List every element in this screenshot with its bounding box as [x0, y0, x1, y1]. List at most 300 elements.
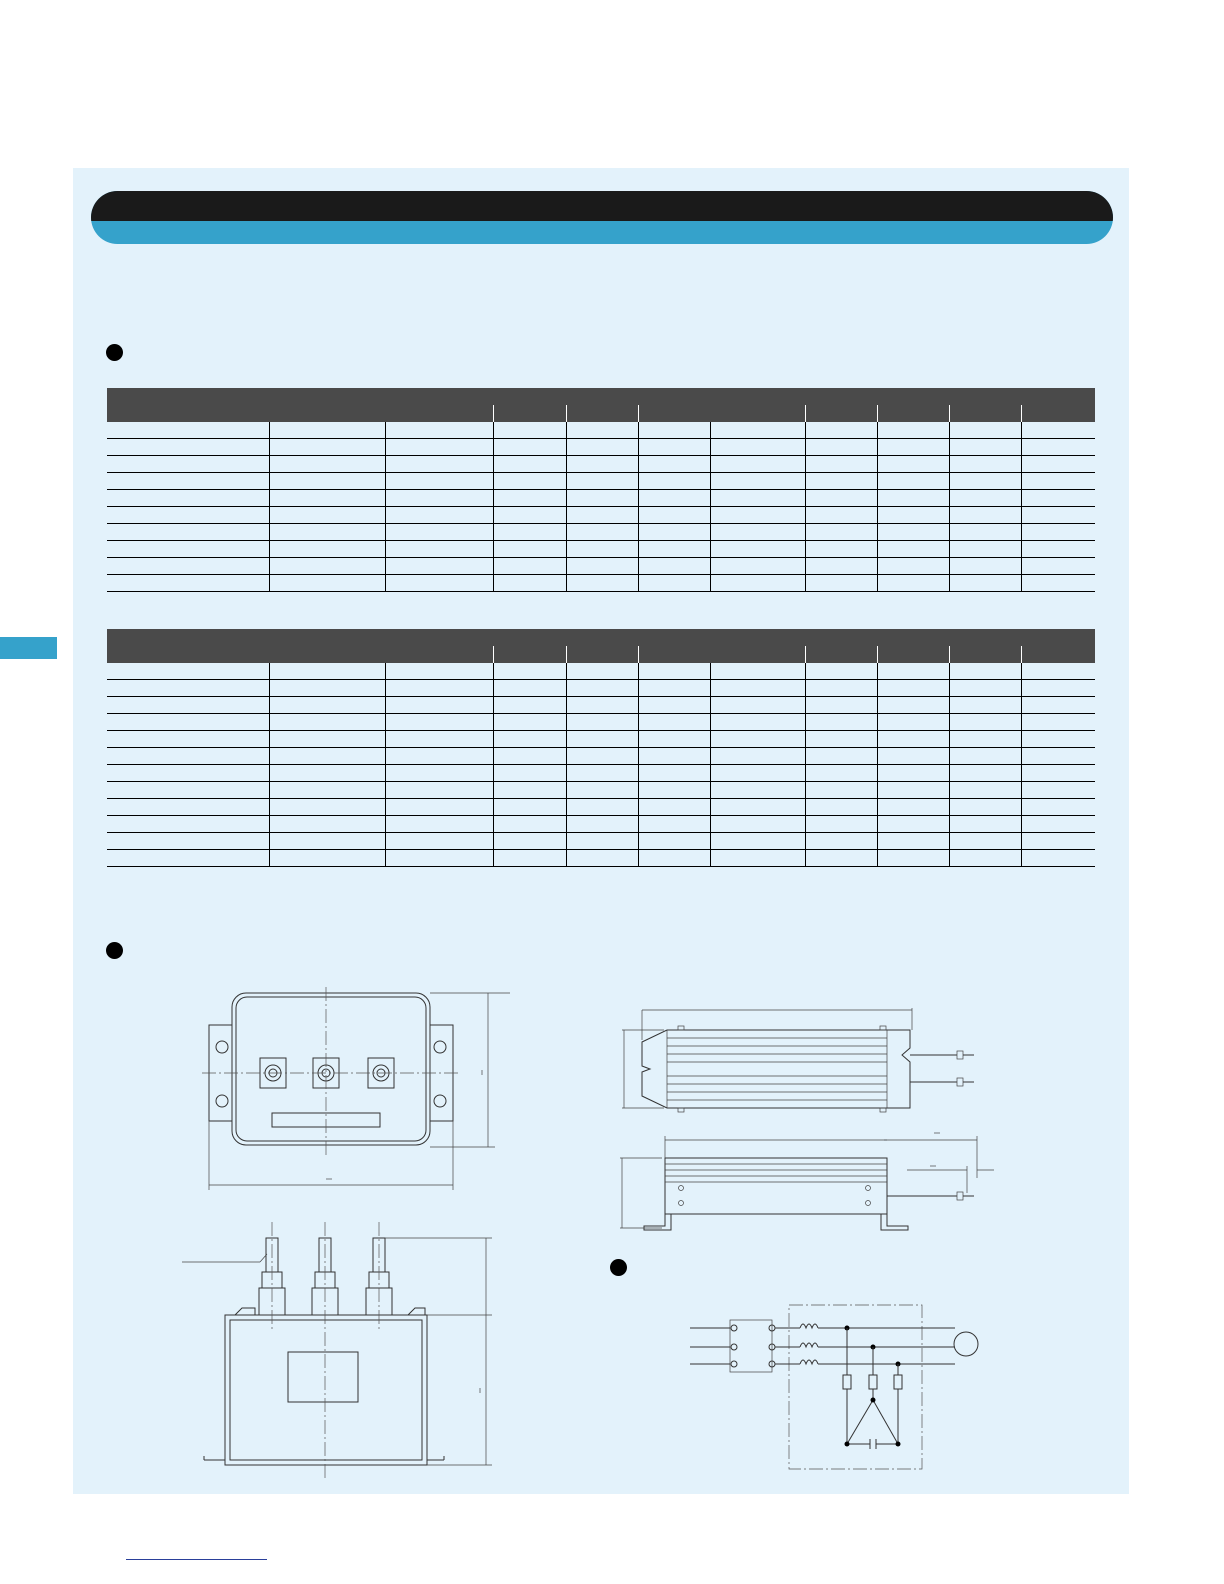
- table-2-cell: [805, 663, 877, 680]
- table-1-cell: [1021, 575, 1095, 592]
- table-2-cell: [805, 680, 877, 697]
- table-1-cell: [638, 541, 710, 558]
- table-2-row: [107, 833, 1095, 850]
- table-2-cell: [385, 850, 493, 867]
- table-2-cell: [710, 799, 805, 816]
- table-1-cell: [566, 575, 638, 592]
- table-1-header-col-1: [107, 388, 269, 422]
- table-2-cell: [1021, 731, 1095, 748]
- filter-side-view-drawing-icon: [180, 1220, 520, 1480]
- table-1-cell: [566, 541, 638, 558]
- table-1-subheader: [805, 405, 877, 422]
- table-2-cell: [385, 663, 493, 680]
- table-1-cell: [269, 473, 385, 490]
- table-1-cell: [949, 473, 1021, 490]
- table-2-cell: [710, 816, 805, 833]
- table-1-cell: [877, 558, 949, 575]
- table-2-cell: [269, 680, 385, 697]
- table-2-cell: [107, 799, 269, 816]
- table-1-row: [107, 422, 1095, 439]
- table-2-cell: [385, 680, 493, 697]
- table-1-row: [107, 490, 1095, 507]
- table-2-cell: [710, 833, 805, 850]
- table-2-cell: [493, 748, 566, 765]
- table-2-cell: [877, 782, 949, 799]
- table-2-cell: [1021, 816, 1095, 833]
- table-1-header-group-2: [710, 388, 1095, 405]
- table-2-cell: [805, 782, 877, 799]
- table-2-header-col-1: [107, 629, 269, 663]
- table-1-cell: [385, 439, 493, 456]
- table-2-cell: [493, 731, 566, 748]
- table-1-cell: [385, 558, 493, 575]
- table-2-cell: [877, 697, 949, 714]
- table-2-cell: [1021, 680, 1095, 697]
- table-2-cell: [566, 833, 638, 850]
- table-2-cell: [493, 782, 566, 799]
- table-2-cell: [805, 731, 877, 748]
- table-1-row: [107, 507, 1095, 524]
- table-2-cell: [566, 680, 638, 697]
- table-2-cell: [385, 714, 493, 731]
- table-2-cell: [710, 850, 805, 867]
- table-1-cell: [1021, 558, 1095, 575]
- table-1-cell: [107, 473, 269, 490]
- table-1-cell: [877, 575, 949, 592]
- table-1-cell: [949, 558, 1021, 575]
- table-2-cell: [269, 782, 385, 799]
- table-1-cell: [493, 490, 566, 507]
- table-1-cell: [493, 422, 566, 439]
- footer-link-underline[interactable]: [126, 1559, 267, 1560]
- table-1-cell: [710, 558, 805, 575]
- table-1-subheader: [638, 405, 710, 422]
- table-1-cell: [269, 575, 385, 592]
- table-2-cell: [385, 697, 493, 714]
- table-1-cell: [805, 541, 877, 558]
- table-1-subheader: [877, 405, 949, 422]
- table-1-cell: [949, 422, 1021, 439]
- table-2-cell: [385, 731, 493, 748]
- table-2-cell: [493, 697, 566, 714]
- table-1-cell: [385, 507, 493, 524]
- table-1-cell: [107, 490, 269, 507]
- table-1-cell: [805, 524, 877, 541]
- table-2-subheader: [805, 646, 877, 663]
- table-2-cell: [949, 833, 1021, 850]
- table-2-header-group-2: [710, 629, 1095, 646]
- table-1-cell: [269, 490, 385, 507]
- table-1-subheader: [1021, 405, 1095, 422]
- table-2-cell: [269, 816, 385, 833]
- table-2-cell: [269, 663, 385, 680]
- table-2-cell: [493, 663, 566, 680]
- table-2-cell: [638, 680, 710, 697]
- table-1-cell: [949, 490, 1021, 507]
- table-2-header-col-3: [385, 646, 493, 663]
- table-2-cell: [566, 663, 638, 680]
- table-2-cell: [638, 833, 710, 850]
- braking-resistor-top-drawing-icon: [612, 1000, 1012, 1120]
- table-2-cell: [269, 850, 385, 867]
- table-1-row: [107, 473, 1095, 490]
- table-2-cell: [710, 663, 805, 680]
- table-2-cell: [566, 697, 638, 714]
- table-2-cell: [566, 731, 638, 748]
- table-1-cell: [269, 524, 385, 541]
- table-2-cell: [638, 799, 710, 816]
- table-1-cell: [566, 524, 638, 541]
- table-2-cell: [638, 816, 710, 833]
- table-1-cell: [710, 439, 805, 456]
- table-1-cell: [949, 541, 1021, 558]
- table-1-cell: [493, 541, 566, 558]
- table-1-cell: [385, 490, 493, 507]
- table-2-cell: [949, 816, 1021, 833]
- table-2-cell: [638, 731, 710, 748]
- table-1-header-col-3: [385, 405, 493, 422]
- table-1-row: [107, 439, 1095, 456]
- table-1-cell: [1021, 507, 1095, 524]
- table-2-row: [107, 680, 1095, 697]
- table-2-row: [107, 748, 1095, 765]
- table-2-cell: [877, 850, 949, 867]
- table-2-subheader: [493, 646, 566, 663]
- table-2-cell: [949, 731, 1021, 748]
- table-1-cell: [877, 524, 949, 541]
- filter-top-view-drawing-icon: [180, 985, 520, 1195]
- table-1-row: [107, 456, 1095, 473]
- table-2-cell: [1021, 833, 1095, 850]
- table-1-cell: [805, 456, 877, 473]
- table-2-cell: [1021, 782, 1095, 799]
- table-2-cell: [877, 680, 949, 697]
- braking-resistor-side-drawing-icon: [612, 1128, 1012, 1238]
- table-1-cell: [385, 541, 493, 558]
- table-1-cell: [1021, 456, 1095, 473]
- table-2-cell: [493, 816, 566, 833]
- table-2-cell: [493, 714, 566, 731]
- table-1-cell: [269, 456, 385, 473]
- table-1-cell: [877, 507, 949, 524]
- table-1-cell: [638, 422, 710, 439]
- table-1-cell: [493, 473, 566, 490]
- table-1-header-col-7: [710, 405, 805, 422]
- spec-table-1: [107, 388, 1095, 592]
- table-2-cell: [638, 748, 710, 765]
- table-2-cell: [269, 748, 385, 765]
- table-1-cell: [949, 456, 1021, 473]
- table-1-cell: [493, 524, 566, 541]
- table-2-cell: [566, 850, 638, 867]
- table-1-cell: [877, 490, 949, 507]
- table-1-cell: [269, 422, 385, 439]
- table-1-cell: [493, 575, 566, 592]
- side-index-tab[interactable]: [0, 637, 57, 659]
- table-2-cell: [638, 782, 710, 799]
- table-2-cell: [1021, 663, 1095, 680]
- table-2-subheader: [638, 646, 710, 663]
- table-1-cell: [1021, 541, 1095, 558]
- table-1-cell: [638, 507, 710, 524]
- table-1-header-col-2: [269, 388, 385, 422]
- table-1-cell: [805, 422, 877, 439]
- section-1-bullet-icon: [106, 344, 123, 361]
- table-1-cell: [493, 439, 566, 456]
- table-1-cell: [877, 473, 949, 490]
- table-1-cell: [493, 507, 566, 524]
- table-2-cell: [107, 714, 269, 731]
- table-1-cell: [805, 507, 877, 524]
- table-2-cell: [493, 833, 566, 850]
- table-1-cell: [385, 422, 493, 439]
- table-1-cell: [107, 524, 269, 541]
- table-2-cell: [269, 765, 385, 782]
- table-1-cell: [566, 490, 638, 507]
- table-1-cell: [638, 473, 710, 490]
- table-1-cell: [710, 575, 805, 592]
- section-3-bullet-icon: [610, 1259, 627, 1276]
- table-1-cell: [566, 439, 638, 456]
- table-2-cell: [877, 731, 949, 748]
- table-1-cell: [710, 541, 805, 558]
- section-2-bullet-icon: [106, 942, 123, 959]
- table-2-cell: [949, 748, 1021, 765]
- table-2-cell: [1021, 850, 1095, 867]
- table-2-cell: [949, 714, 1021, 731]
- table-2-cell: [385, 799, 493, 816]
- table-2-cell: [949, 697, 1021, 714]
- table-1-cell: [566, 558, 638, 575]
- table-2-cell: [710, 731, 805, 748]
- table-2-cell: [638, 714, 710, 731]
- title-bar-dark-band: [91, 191, 1113, 221]
- table-2-cell: [107, 816, 269, 833]
- table-2-cell: [805, 833, 877, 850]
- table-2-cell: [385, 765, 493, 782]
- table-2-cell: [949, 663, 1021, 680]
- table-1-cell: [269, 507, 385, 524]
- table-1-cell: [949, 439, 1021, 456]
- section-title-bar: [91, 191, 1113, 244]
- table-1-cell: [1021, 524, 1095, 541]
- table-2-cell: [805, 748, 877, 765]
- table-2-subheader: [1021, 646, 1095, 663]
- table-2-subheader: [566, 646, 638, 663]
- table-1-cell: [710, 473, 805, 490]
- table-1-cell: [638, 456, 710, 473]
- table-2-cell: [638, 850, 710, 867]
- table-2-cell: [566, 816, 638, 833]
- table-1-cell: [805, 575, 877, 592]
- table-2-cell: [710, 782, 805, 799]
- table-1-header-group-1: [385, 388, 710, 405]
- table-1-cell: [107, 422, 269, 439]
- table-2-body: [107, 663, 1095, 867]
- table-1-cell: [385, 524, 493, 541]
- table-2-cell: [805, 714, 877, 731]
- table-1-cell: [638, 575, 710, 592]
- table-2-cell: [805, 816, 877, 833]
- table-1-cell: [638, 439, 710, 456]
- table-1-cell: [805, 439, 877, 456]
- table-2-header-col-7: [710, 646, 805, 663]
- table-2-cell: [107, 765, 269, 782]
- table-1-cell: [269, 558, 385, 575]
- table-1-cell: [107, 575, 269, 592]
- table-1-cell: [385, 456, 493, 473]
- table-2-cell: [385, 748, 493, 765]
- noise-filter-circuit-diagram-icon: [690, 1300, 990, 1475]
- table-2-cell: [949, 782, 1021, 799]
- table-2-cell: [269, 833, 385, 850]
- table-1-cell: [638, 524, 710, 541]
- table-2-cell: [107, 680, 269, 697]
- table-1-cell: [710, 490, 805, 507]
- table-2-cell: [710, 765, 805, 782]
- table-2-header-col-2: [269, 629, 385, 663]
- table-2-cell: [805, 765, 877, 782]
- table-2-cell: [107, 663, 269, 680]
- table-2-cell: [877, 833, 949, 850]
- table-2-cell: [877, 748, 949, 765]
- table-2-cell: [566, 782, 638, 799]
- table-1-subheader: [566, 405, 638, 422]
- table-2-row: [107, 782, 1095, 799]
- table-2-cell: [710, 697, 805, 714]
- table-1-cell: [710, 422, 805, 439]
- table-2-cell: [1021, 714, 1095, 731]
- table-1-cell: [805, 558, 877, 575]
- table-1-cell: [493, 456, 566, 473]
- table-1-cell: [107, 439, 269, 456]
- spec-table-2: [107, 629, 1095, 867]
- table-2-cell: [566, 799, 638, 816]
- table-1-cell: [805, 490, 877, 507]
- table-2-cell: [877, 765, 949, 782]
- table-2-cell: [1021, 765, 1095, 782]
- table-1-cell: [1021, 473, 1095, 490]
- table-2-cell: [877, 799, 949, 816]
- table-2-cell: [710, 680, 805, 697]
- table-1-cell: [107, 456, 269, 473]
- table-2-cell: [107, 782, 269, 799]
- table-1-cell: [269, 439, 385, 456]
- table-1-cell: [949, 507, 1021, 524]
- table-1-cell: [877, 439, 949, 456]
- table-2-cell: [107, 850, 269, 867]
- table-1-cell: [805, 473, 877, 490]
- table-2-cell: [1021, 799, 1095, 816]
- table-2-cell: [638, 663, 710, 680]
- table-2-cell: [107, 697, 269, 714]
- table-2-cell: [269, 799, 385, 816]
- table-1-cell: [493, 558, 566, 575]
- table-2-cell: [385, 816, 493, 833]
- table-2-cell: [877, 663, 949, 680]
- table-2-cell: [566, 765, 638, 782]
- table-1-cell: [877, 422, 949, 439]
- table-2-cell: [566, 748, 638, 765]
- table-1-cell: [638, 558, 710, 575]
- table-2-cell: [269, 731, 385, 748]
- table-2-subheader: [949, 646, 1021, 663]
- table-2-cell: [638, 765, 710, 782]
- table-2-cell: [493, 850, 566, 867]
- table-2-cell: [107, 833, 269, 850]
- table-2-cell: [877, 714, 949, 731]
- table-2-cell: [566, 714, 638, 731]
- table-2-cell: [949, 765, 1021, 782]
- table-1-cell: [107, 541, 269, 558]
- table-1-cell: [566, 473, 638, 490]
- table-2-cell: [949, 680, 1021, 697]
- table-2-cell: [805, 799, 877, 816]
- table-2-cell: [493, 765, 566, 782]
- table-2-cell: [949, 850, 1021, 867]
- table-2-row: [107, 765, 1095, 782]
- table-2-cell: [710, 714, 805, 731]
- table-2-cell: [107, 731, 269, 748]
- table-1-cell: [566, 507, 638, 524]
- table-2-cell: [949, 799, 1021, 816]
- table-1-cell: [1021, 490, 1095, 507]
- table-2-row: [107, 697, 1095, 714]
- table-2-subheader: [877, 646, 949, 663]
- table-2-row: [107, 816, 1095, 833]
- table-2-cell: [877, 816, 949, 833]
- table-2-row: [107, 850, 1095, 867]
- table-2-cell: [269, 697, 385, 714]
- table-1-row: [107, 541, 1095, 558]
- table-2-cell: [805, 697, 877, 714]
- table-2-cell: [710, 748, 805, 765]
- table-2-row: [107, 714, 1095, 731]
- table-1-cell: [566, 456, 638, 473]
- table-2-cell: [385, 833, 493, 850]
- table-1-cell: [107, 507, 269, 524]
- table-1-cell: [1021, 422, 1095, 439]
- table-1-cell: [638, 490, 710, 507]
- table-2-cell: [493, 680, 566, 697]
- table-2-cell: [385, 782, 493, 799]
- table-2-cell: [805, 850, 877, 867]
- table-1-row: [107, 558, 1095, 575]
- table-2-cell: [1021, 697, 1095, 714]
- table-1-cell: [385, 473, 493, 490]
- table-1-cell: [949, 575, 1021, 592]
- table-1-cell: [877, 541, 949, 558]
- table-1-cell: [1021, 439, 1095, 456]
- table-2-row: [107, 731, 1095, 748]
- table-2-cell: [269, 714, 385, 731]
- table-1-cell: [710, 524, 805, 541]
- table-1-cell: [269, 541, 385, 558]
- table-2-row: [107, 663, 1095, 680]
- table-1-row: [107, 575, 1095, 592]
- table-1-cell: [107, 558, 269, 575]
- table-1-subheader: [493, 405, 566, 422]
- table-2-cell: [1021, 748, 1095, 765]
- table-2-cell: [638, 697, 710, 714]
- table-1-body: [107, 422, 1095, 592]
- table-1-cell: [949, 524, 1021, 541]
- table-2-cell: [107, 748, 269, 765]
- table-1-subheader: [949, 405, 1021, 422]
- table-1-cell: [385, 575, 493, 592]
- table-2-header-group-1: [385, 629, 710, 646]
- table-1-cell: [710, 507, 805, 524]
